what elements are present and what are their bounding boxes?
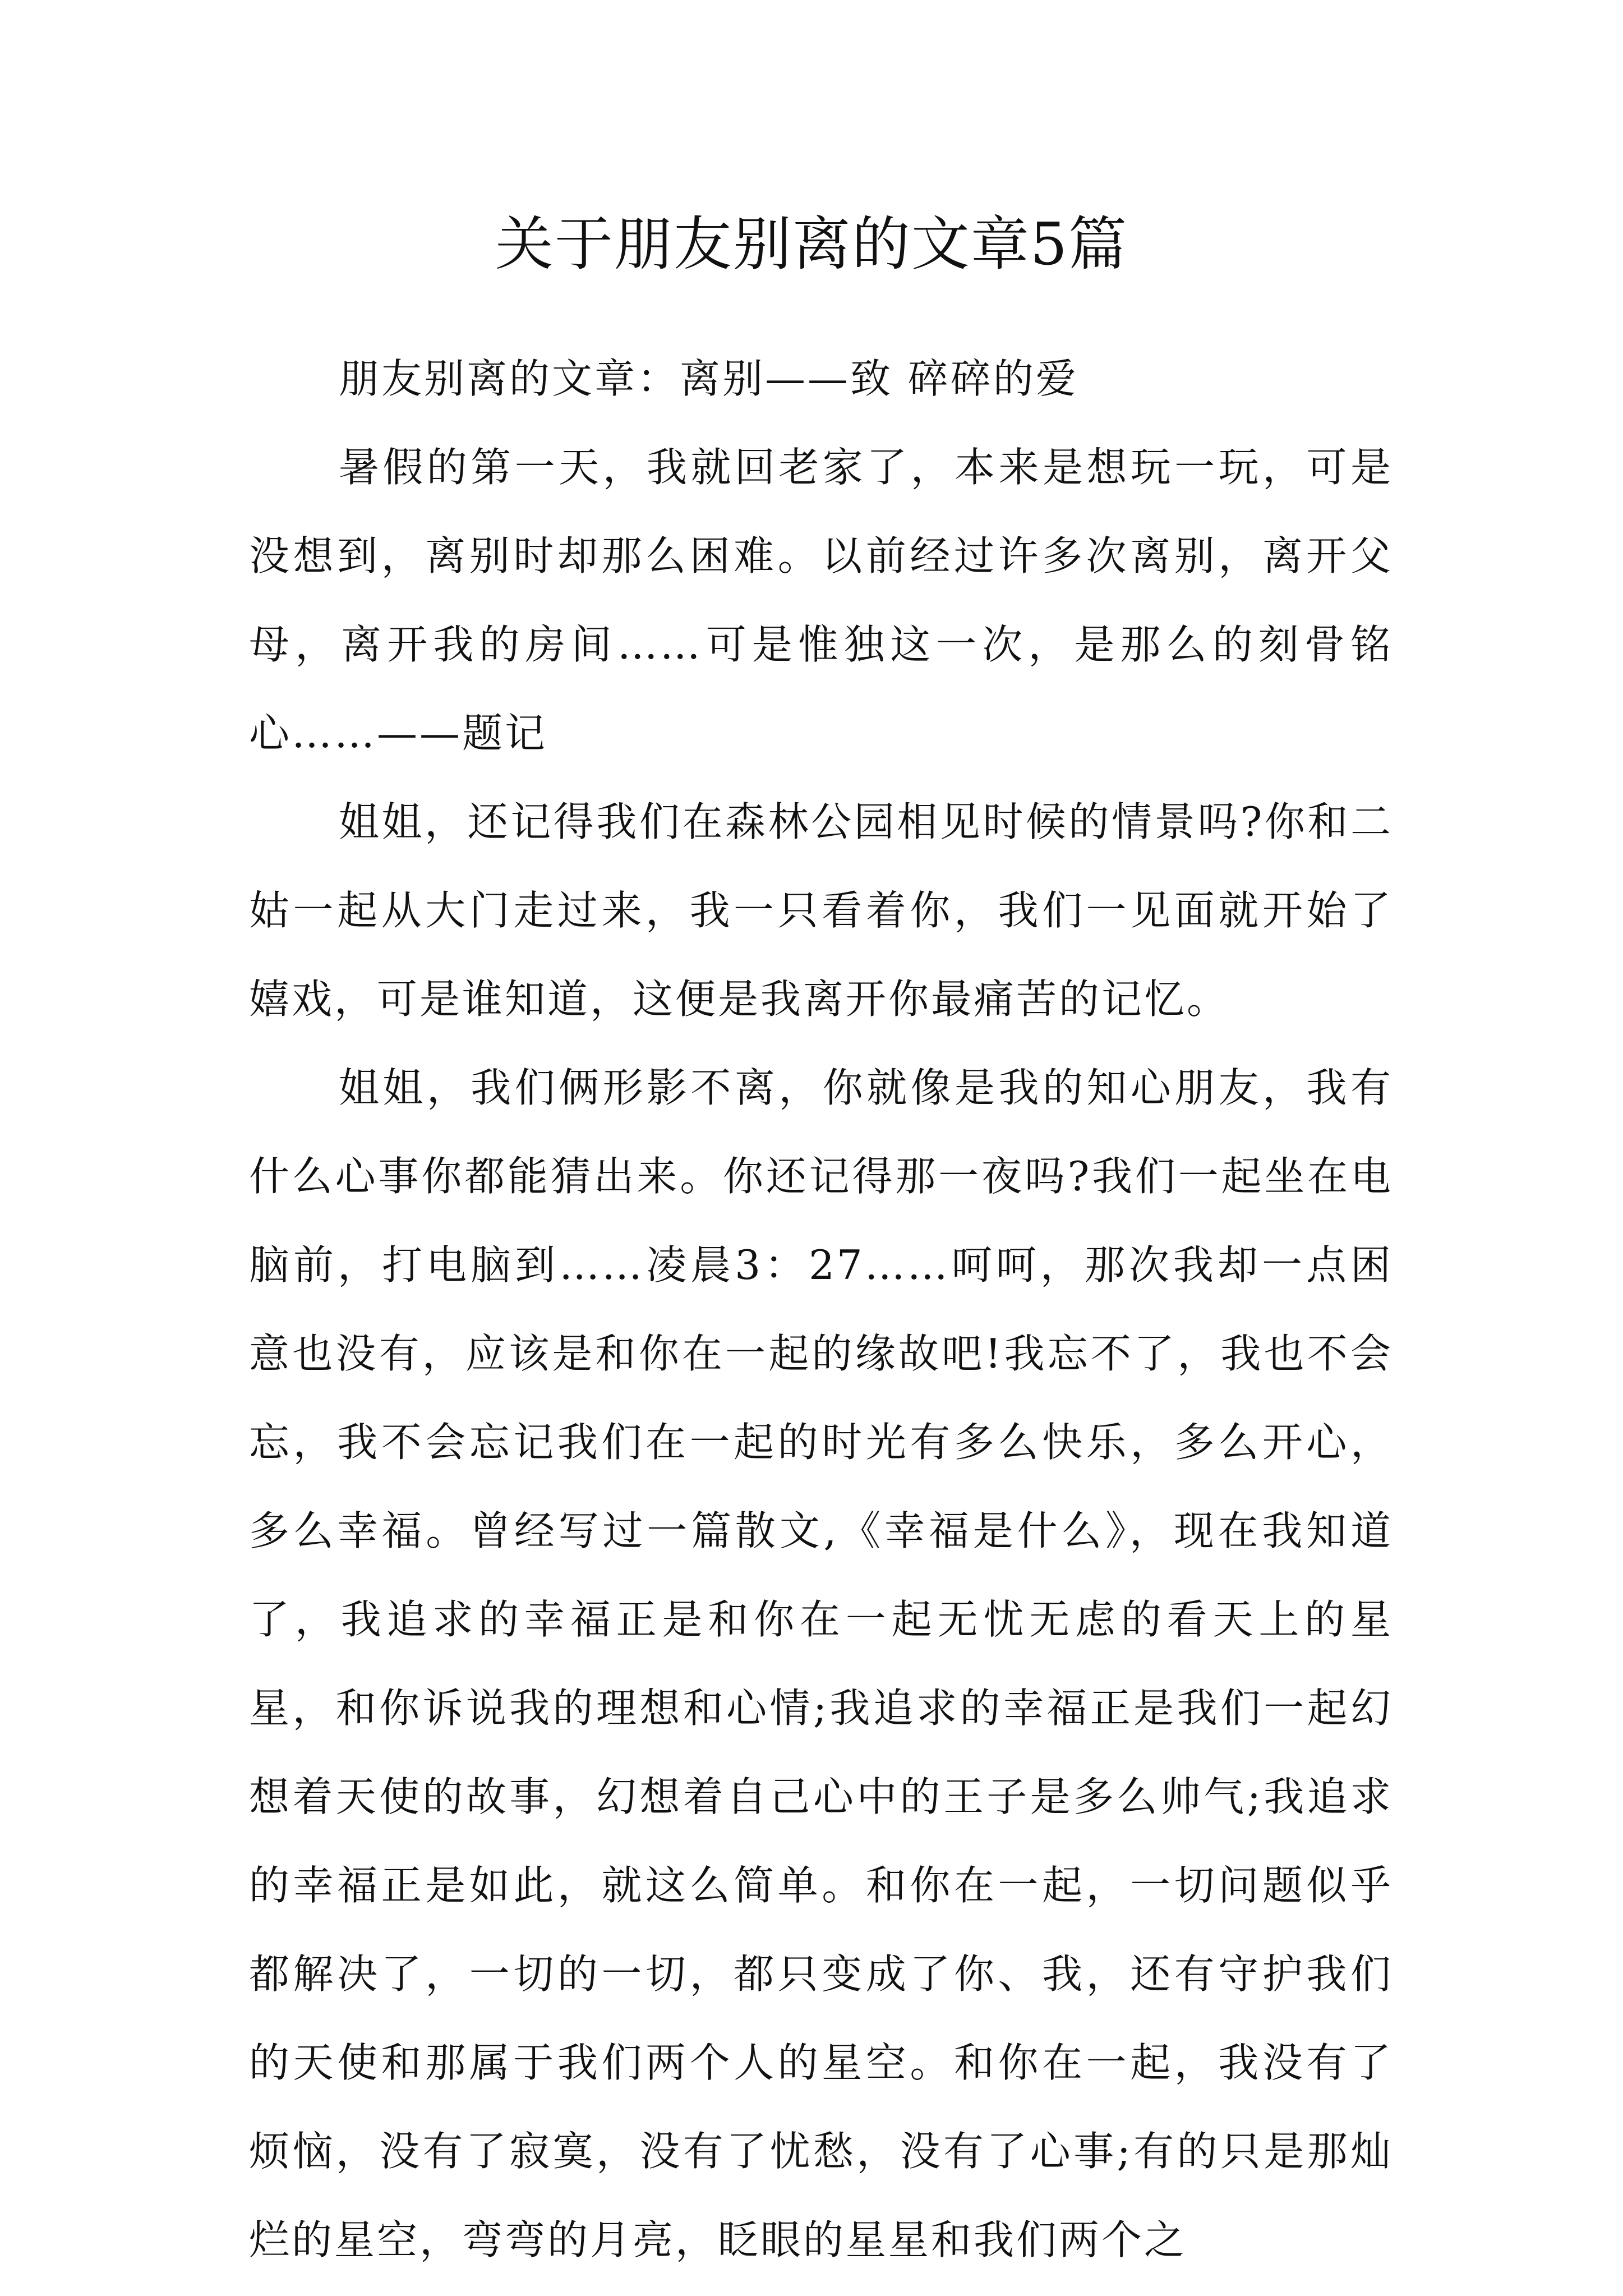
paragraph-1: 暑假的第一天，我就回老家了，本来是想玩一玩，可是没想到，离别时却那么困难。以前经过许多次离别，离开父母，离开我的房间……可是惟独这一次，是那么的刻骨铭心……——题记 [249, 444, 1393, 757]
paragraph-2: 姐姐，还记得我们在森林公园相见时候的情景吗?你和二姑一起从大门走过来，我一只看着你，我们一见面就开始了嬉戏，可是谁知道，这便是我离开你最痛苦的记忆。 [249, 798, 1393, 1023]
document-title: 关于朋友别离的文章5篇 [495, 210, 1128, 278]
document-body [249, 334, 1393, 2284]
paragraph-subtitle: 朋友别离的文章：离别——致 碎碎的爱 [339, 355, 1078, 402]
paragraph-3: 姐姐，我们俩形影不离，你就像是我的知心朋友，我有什么心事你都能猜出来。你还记得那一夜吗?我们一起坐在电脑前，打电脑到……凌晨3：27……呵呵，那次我却一点困意也没有，应该是和你在一起的缘故吧!我忘不了，我也不会忘，我不会忘记我们在一起的时光有多么快乐，多么开心，多么幸福。曾经写过一篇散文,《幸福是什么》，现在我知道了，我追求的幸福正是和你在一起无忧无虑的看天上的星星，和你诉说我的理想和心情;我追求的幸福正是我们一起幻想着天使的故事，幻想着自己心中的王子是多么帅气;我追求的幸福正是如此，就这么简单。和你在一起，一切问题似乎都解决了，一切的一切，都只变成了你、我，还有守护我们的天使和那属于我们两个人的星空。和你在一起，我没有了烦恼，没有了寂寞，没有了忧愁，没有了心事;有的只是那灿烂的星空，弯弯的月亮，眨眼的星星和我们两个之 [249, 1064, 1393, 2263]
